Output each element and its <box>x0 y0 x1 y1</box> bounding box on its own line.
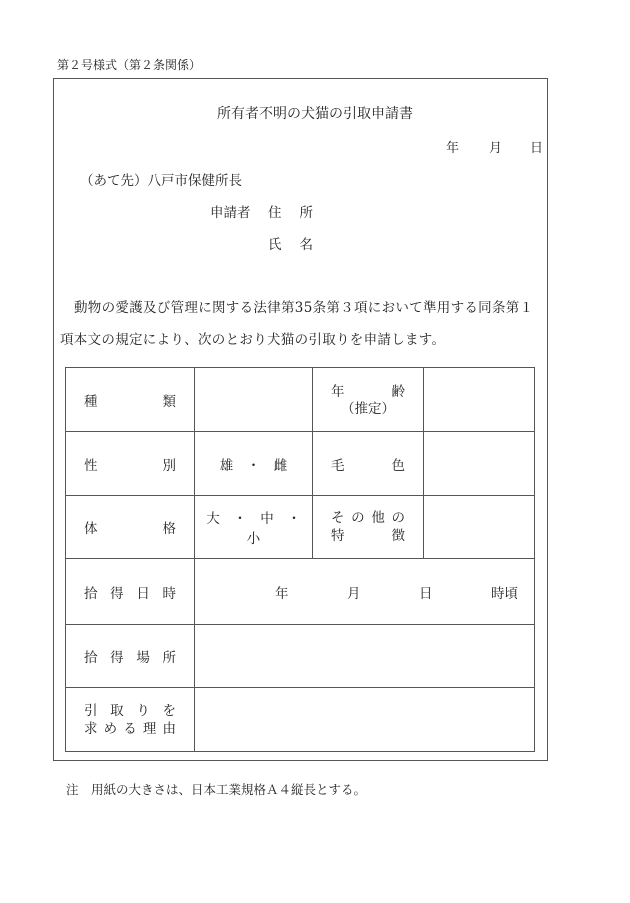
reason-label-line2: 求 め る 理 由 <box>84 720 176 737</box>
date-day-label: 日 <box>530 141 544 156</box>
applicant-address-label: 住所 <box>268 205 331 221</box>
sex-label: 性 別 <box>84 457 176 474</box>
build-label-cell <box>66 496 195 559</box>
table-row <box>66 559 535 625</box>
coat-label: 毛 色 <box>331 457 405 474</box>
table-row <box>66 368 535 432</box>
kind-label-char: 類 <box>162 393 176 410</box>
addressee: （あて先）八戸市保健所長 <box>80 173 242 189</box>
table-row <box>66 496 535 559</box>
dt-hour-label: 時頃 <box>491 585 518 602</box>
found-place-value-cell[interactable] <box>195 625 535 688</box>
sex-value-cell[interactable] <box>195 432 313 496</box>
build-options: 大 ・ 中 ・ 小 <box>206 511 315 547</box>
reason-value-cell[interactable] <box>195 688 535 752</box>
age-label-cell <box>313 368 424 432</box>
date-year-label: 年 <box>446 141 460 156</box>
other-features-line2: 特 徴 <box>331 528 405 544</box>
age-value-cell[interactable] <box>424 368 535 432</box>
kind-value-cell[interactable] <box>195 368 313 432</box>
animal-details-table <box>65 367 535 752</box>
coat-label-cell <box>313 432 424 496</box>
dt-year-label: 年 <box>275 585 289 602</box>
kind-label-char: 種 <box>84 393 98 410</box>
build-value-cell[interactable] <box>195 496 313 559</box>
reason-label-line1: 引 取 り を <box>84 702 176 719</box>
coat-value-cell[interactable] <box>424 432 535 496</box>
found-datetime-units <box>195 582 534 602</box>
request-body-text: 動物の愛護及び管理に関する法律第35条第３項において準用する同条第１項本文の規定により、次のとおり犬猫の引取りを申請します。 <box>60 300 534 348</box>
applicant-name-label: 氏名 <box>268 237 331 253</box>
table-row <box>66 625 535 688</box>
dt-month-label: 月 <box>347 585 361 602</box>
kind-label-cell <box>66 368 195 432</box>
age-label-line2: （推定） <box>341 400 395 417</box>
form-title: 所有者不明の犬猫の引取申請書 <box>217 106 413 122</box>
dt-day-label: 日 <box>419 585 433 602</box>
age-label-line1: 年 齢 <box>331 383 405 400</box>
other-features-line1: そ の 他 の <box>331 510 405 526</box>
other-features-label-cell <box>313 496 424 559</box>
found-datetime-label: 拾 得 日 時 <box>84 585 176 602</box>
other-features-value-cell[interactable] <box>424 496 535 559</box>
build-label: 体 格 <box>84 521 176 537</box>
date-month-label: 月 <box>489 141 503 156</box>
found-place-label: 拾 得 場 所 <box>84 650 176 666</box>
sex-label-cell <box>66 432 195 496</box>
found-datetime-value-cell[interactable] <box>195 559 535 625</box>
paper-size-note: 注 用紙の大きさは、日本工業規格Ａ４縦長とする。 <box>66 782 367 797</box>
found-place-label-cell <box>66 625 195 688</box>
sex-options: 雄 ・ 雌 <box>219 457 288 474</box>
table-row <box>66 432 535 496</box>
found-datetime-label-cell <box>66 559 195 625</box>
table-row <box>66 688 535 752</box>
kind-label <box>84 390 176 410</box>
applicant-label: 申請者 <box>210 205 251 221</box>
form-number-label: 第２号様式（第２条関係） <box>57 58 202 72</box>
reason-label-cell <box>66 688 195 752</box>
